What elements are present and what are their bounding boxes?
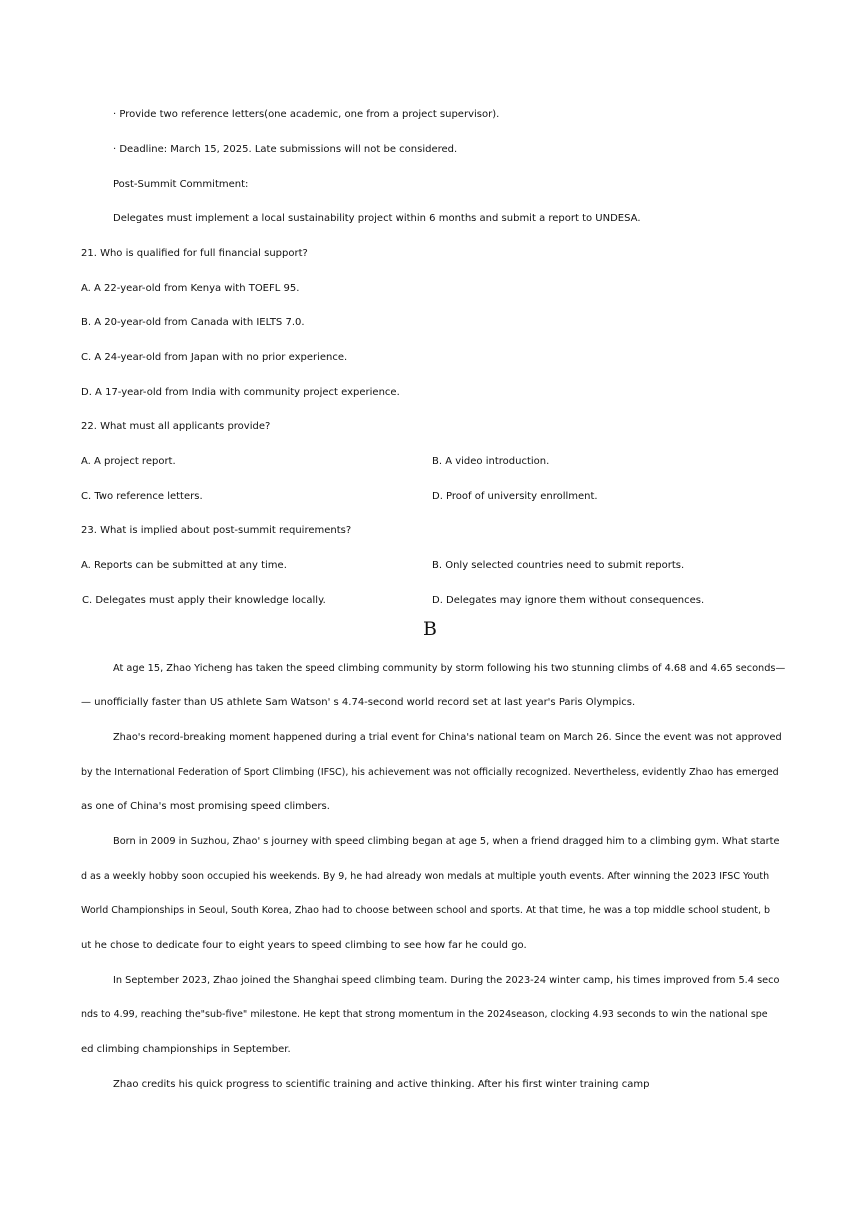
intro-line-commitment-heading: Post-Summit Commitment: <box>113 179 249 190</box>
question-23-option-a: A. Reports can be submitted at any time. <box>81 560 287 571</box>
passage-line-7: d as a weekly hobby soon occupied his weekends. By 9, he had already won medals at multiple youth events. After winning the 2023 IFSC Youth <box>81 871 770 882</box>
intro-line-deadline: · Deadline: March 15, 2025. Late submissions will not be considered. <box>113 144 458 155</box>
passage-line-13: Zhao credits his quick progress to scientific training and active thinking. After his first winter training camp <box>113 1079 650 1090</box>
question-23-stem: 23. What is implied about post-summit requirements? <box>81 525 352 536</box>
passage-line-3: Zhao's record-breaking moment happened during a trial event for China's national team on March 26. Since the event was not approved <box>113 732 782 743</box>
question-23-option-d: D. Delegates may ignore them without consequences. <box>432 595 705 606</box>
question-22-option-b: B. A video introduction. <box>432 456 550 467</box>
question-21-option-b: B. A 20-year-old from Canada with IELTS 7.0. <box>81 317 305 328</box>
passage-line-6: Born in 2009 in Suzhou, Zhao' s journey with speed climbing began at age 5, when a friend dragged him to a climbing gym. What starte <box>113 836 780 847</box>
question-21-stem: 21. Who is qualified for full financial support? <box>81 248 308 259</box>
question-22-option-c: C. Two reference letters. <box>81 491 203 502</box>
question-23-option-c: C. Delegates must apply their knowledge locally. <box>82 595 326 606</box>
passage-line-8: World Championships in Seoul, South Korea, Zhao had to choose between school and sports. At that time, he was a top middle school student, b <box>81 905 771 916</box>
passage-line-10: In September 2023, Zhao joined the Shanghai speed climbing team. During the 2023-24 winter camp, his times improved from 5.4 seco <box>113 975 780 986</box>
passage-line-9: ut he chose to dedicate four to eight years to speed climbing to see how far he could go. <box>81 940 527 951</box>
question-21-option-c: C. A 24-year-old from Japan with no prior experience. <box>81 352 348 363</box>
passage-line-12: ed climbing championships in September. <box>81 1044 291 1055</box>
question-23-option-b: B. Only selected countries need to submit reports. <box>432 560 685 571</box>
passage-line-4: by the International Federation of Sport Climbing (IFSC), his achievement was not officially recognized. Nevertheless, evidently Zhao has emerged <box>81 767 779 778</box>
section-title: B <box>423 618 437 640</box>
question-22-option-d: D. Proof of university enrollment. <box>432 491 598 502</box>
passage-line-5: as one of China's most promising speed climbers. <box>81 801 330 812</box>
passage-line-11: nds to 4.99, reaching the"sub-five" milestone. He kept that strong momentum in the 2024season, clocking 4.93 seconds to win the national spe <box>81 1009 768 1020</box>
question-21-option-d: D. A 17-year-old from India with community project experience. <box>81 387 400 398</box>
intro-line-reference-letters: · Provide two reference letters(one academic, one from a project supervisor). <box>113 109 500 120</box>
question-22-option-a: A. A project report. <box>81 456 176 467</box>
passage-line-2: — unofficially faster than US athlete Sam Watson' s 4.74-second world record set at last year's Paris Olympics. <box>81 697 636 708</box>
intro-line-commitment-text: Delegates must implement a local sustainability project within 6 months and submit a report to UNDESA. <box>113 213 641 224</box>
passage-line-1: At age 15, Zhao Yicheng has taken the speed climbing community by storm following his two stunning climbs of 4.68 and 4.65 seconds— <box>113 663 786 674</box>
question-22-stem: 22. What must all applicants provide? <box>81 421 271 432</box>
question-21-option-a: A. A 22-year-old from Kenya with TOEFL 95. <box>81 283 300 294</box>
